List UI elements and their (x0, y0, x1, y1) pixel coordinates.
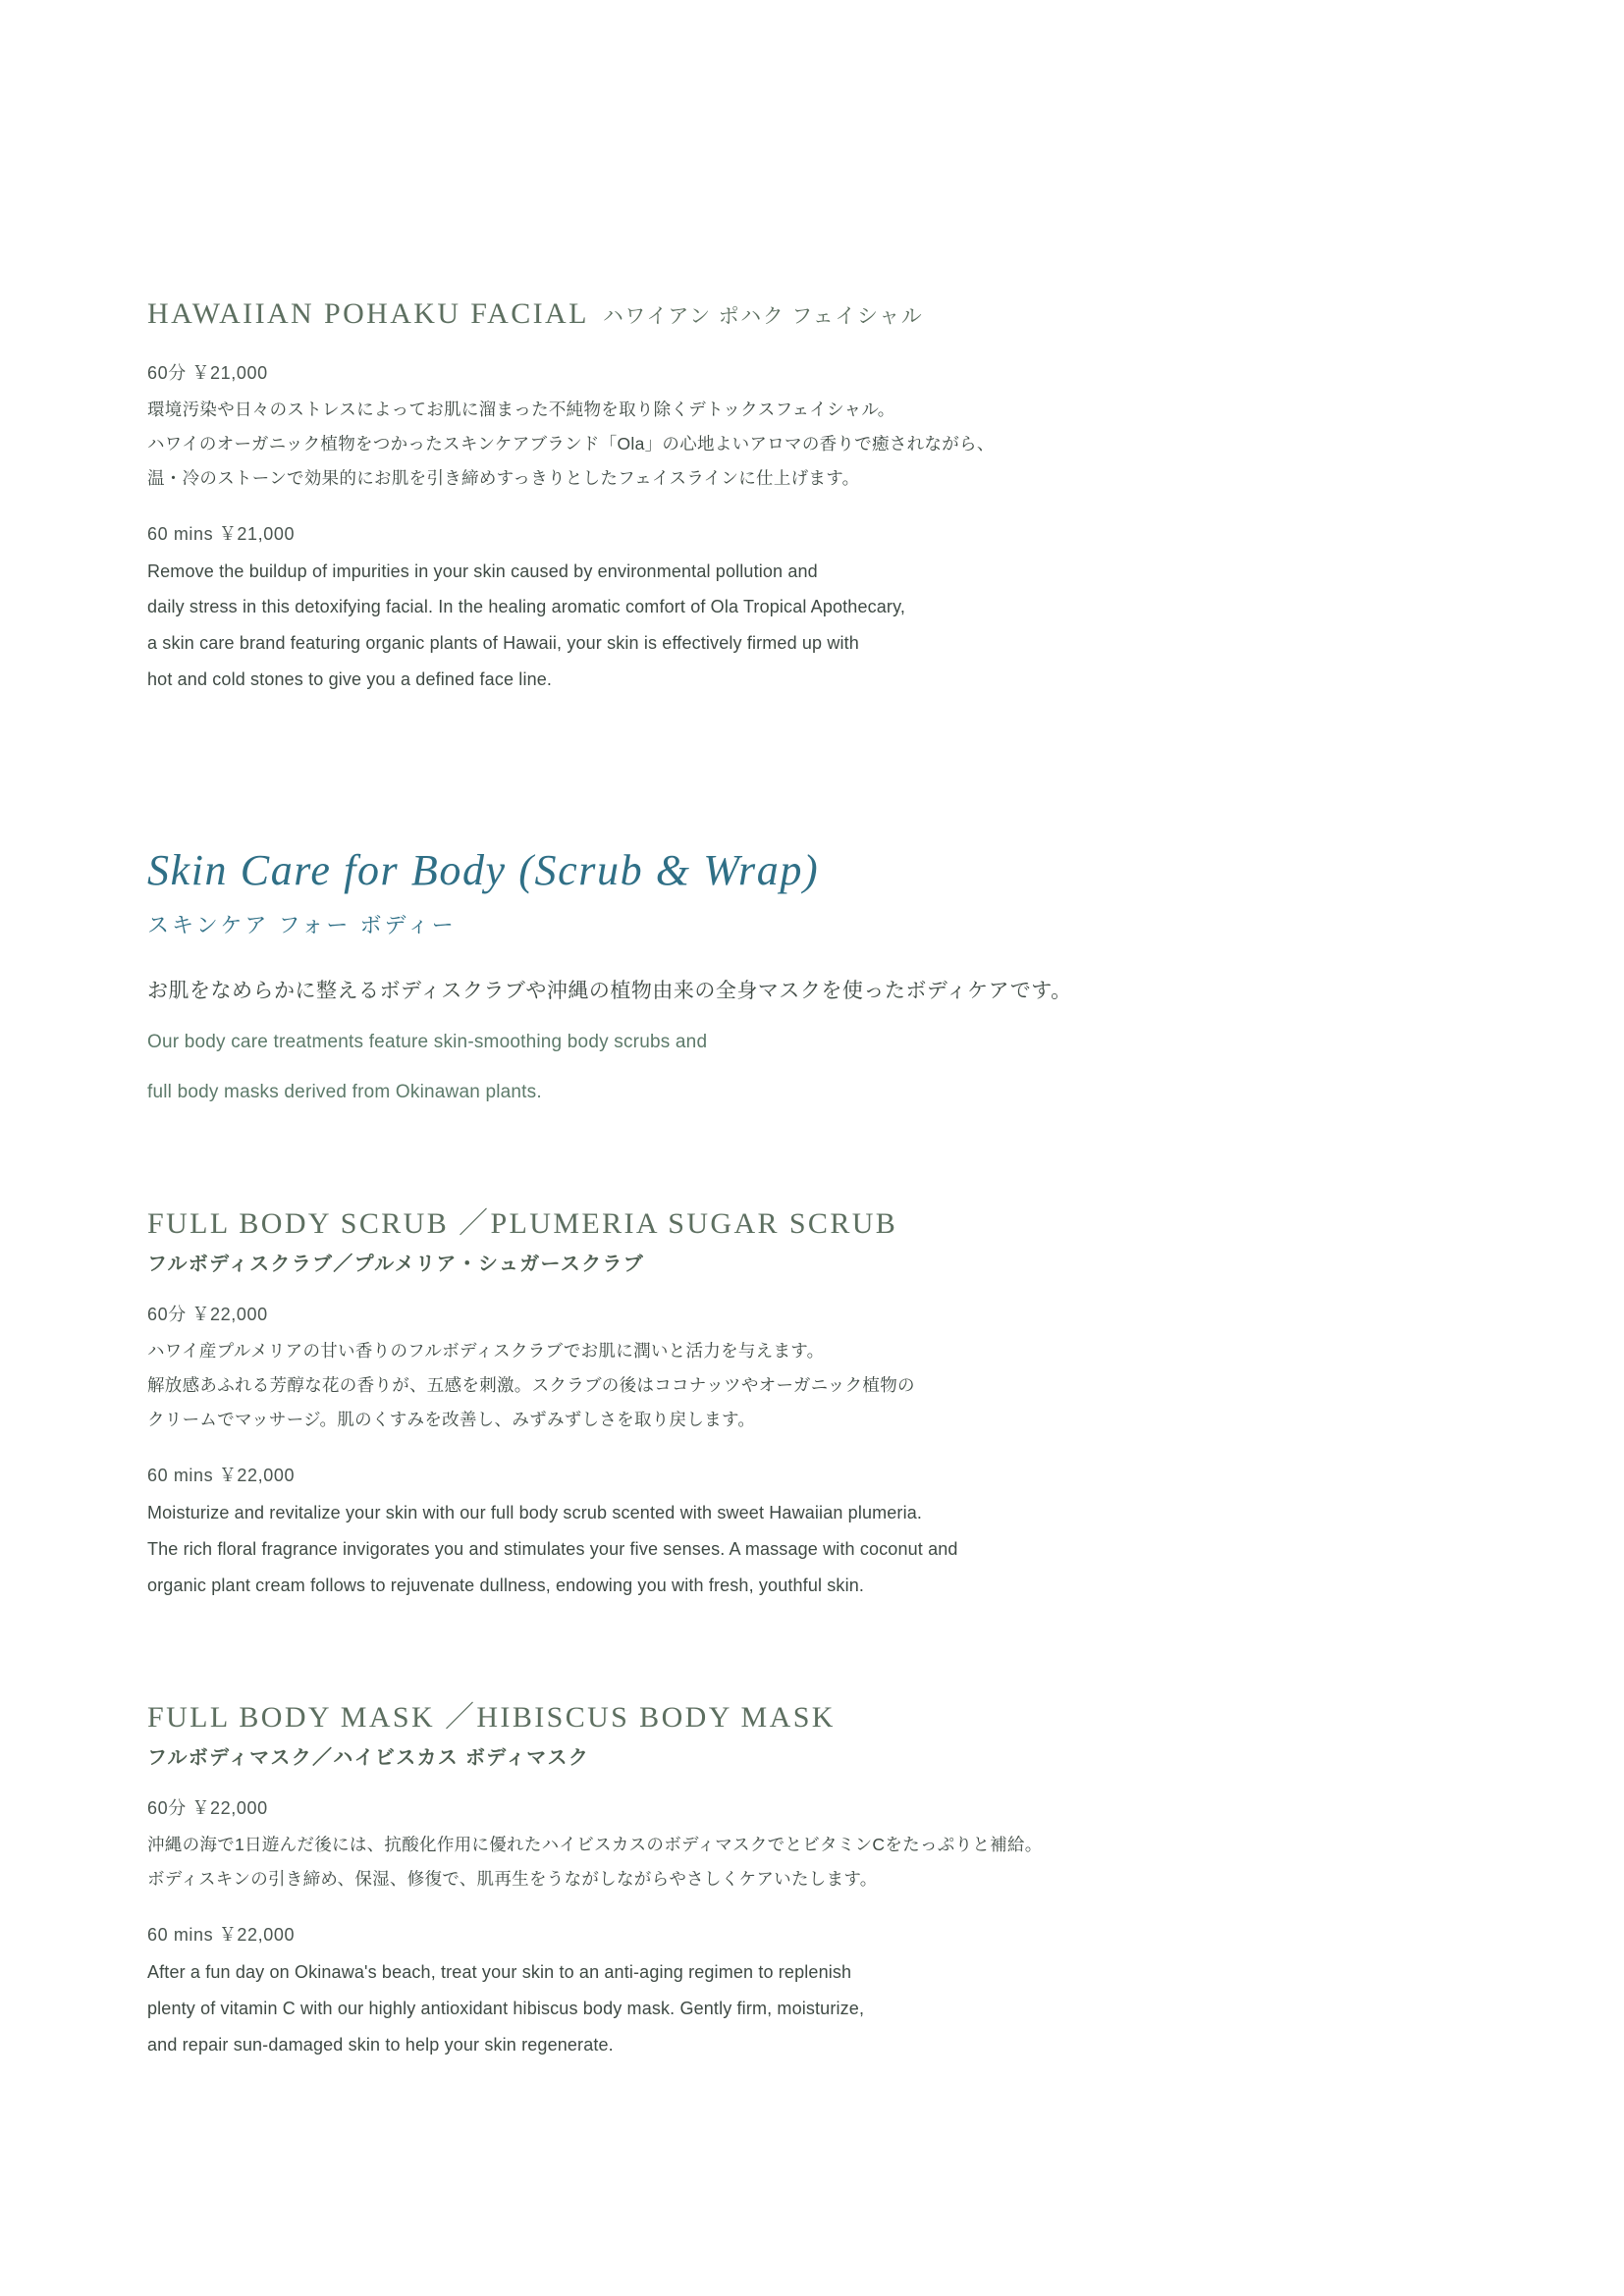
treatment-title: FULL BODY SCRUB ／PLUMERIA SUGAR SCRUB (147, 1206, 898, 1240)
treatment-title: FULL BODY MASK ／HIBISCUS BODY MASK (147, 1700, 836, 1734)
treatment-price-jp: 60分 ￥22,000 (147, 1305, 268, 1325)
treatment-body-jp-line: ハワイ産プルメリアの甘い香りのフルボディスクラブでお肌に潤いと活力を与えます。 (147, 1341, 825, 1362)
treatment-body-en-line: organic plant cream follows to rejuvenate dullness, endowing you with fresh, youthful skin. (147, 1575, 865, 1596)
treatment-body-en-line: plenty of vitamin C with our highly antioxidant hibiscus body mask. Gently firm, moisturize, (147, 1999, 865, 2019)
treatment-full-body-mask (147, 1698, 1477, 2063)
treatment-title-en-jp: ハワイアン ポハク フェイシャル (602, 304, 924, 328)
section-description-jp: お肌をなめらかに整えるボディスクラブや沖縄の植物由来の全身マスクを使ったボディケアです。 (147, 979, 1072, 1002)
treatment-hawaiian-pohaku-facial (147, 294, 1477, 698)
treatment-body-en-line: and repair sun-damaged skin to help your skin regenerate. (147, 2035, 614, 2056)
treatment-title-jp: フルボディマスク／ハイビスカス ボディマスク (147, 1747, 590, 1770)
treatment-body-en-line: Moisturize and revitalize your skin with our full body scrub scented with sweet Hawaiian plumeria. (147, 1503, 923, 1523)
treatment-title (147, 294, 1477, 335)
treatment-title-jp: フルボディスクラブ／プルメリア・シュガースクラブ (147, 1254, 644, 1276)
treatment-body-jp-line: 沖縄の海で1日遊んだ後には、抗酸化作用に優れたハイビスカスのボディマスクでとビタミンCをたっぷりと補給。 (147, 1835, 1043, 1855)
section-skin-care-for-body (147, 845, 1477, 1110)
treatment-body-en-line: After a fun day on Okinawa's beach, treat your skin to an anti-aging regimen to replenish (147, 1962, 852, 1983)
treatment-body-en-line: a skin care brand featuring organic plants of Hawaii, your skin is effectively firmed up with (147, 633, 859, 654)
spacer (147, 698, 1477, 845)
treatment-body-jp-line: ハワイのオーガニック植物をつかったスキンケアブランド「Ola」の心地よいアロマの香りで癒されながら、 (147, 433, 995, 454)
treatment-body-jp-line: 温・冷のストーンで効果的にお肌を引き締めすっきりとしたフェイスラインに仕上げます。 (147, 467, 860, 488)
section-title: Skin Care for Body (Scrub & Wrap) (147, 846, 820, 895)
treatment-body-jp-line: 解放感あふれる芳醇な花の香りが、五感を刺激。スクラブの後はココナッツやオーガニック植物の (147, 1375, 915, 1396)
treatment-body-jp-line: クリームでマッサージ。肌のくすみを改善し、みずみずしさを取り戻します。 (147, 1410, 756, 1430)
treatment-title-en: HAWAIIAN POHAKU FACIAL (147, 297, 589, 330)
treatment-full-body-scrub (147, 1204, 1477, 1604)
treatment-body-jp-line: 環境汚染や日々のストレスによってお肌に溜まった不純物を取り除くデトックスフェイシャル。 (147, 399, 895, 419)
spacer (147, 1604, 1477, 1698)
treatment-body-en-line: The rich floral fragrance invigorates you and stimulates your five senses. A massage with coconut and (147, 1539, 958, 1560)
spacer (147, 1110, 1477, 1204)
section-description-en-line: full body masks derived from Okinawan plants. (147, 1081, 542, 1102)
treatment-body-jp-line: ボディスキンの引き締め、保湿、修復で、肌再生をうながしながらやさしくケアいたします。 (147, 1869, 878, 1890)
treatment-price-en: 60 mins ￥21,000 (147, 523, 296, 544)
treatment-body-en-line: hot and cold stones to give you a defined face line. (147, 669, 553, 690)
treatment-body-en-line: daily stress in this detoxifying facial. In the healing aromatic comfort of Ola Tropical Apothecary, (147, 597, 906, 617)
treatment-price-jp: 60分 ￥22,000 (147, 1798, 268, 1819)
treatment-price-en: 60 mins ￥22,000 (147, 1466, 296, 1486)
treatment-price-en: 60 mins ￥22,000 (147, 1925, 296, 1946)
treatment-body-en-line: Remove the buildup of impurities in your skin caused by environmental pollution and (147, 561, 818, 581)
section-description-en-line: Our body care treatments feature skin-smoothing body scrubs and (147, 1031, 708, 1052)
treatment-price-jp: 60分 ￥21,000 (147, 362, 268, 383)
section-title-jp: スキンケア フォー ボディー (147, 912, 457, 937)
